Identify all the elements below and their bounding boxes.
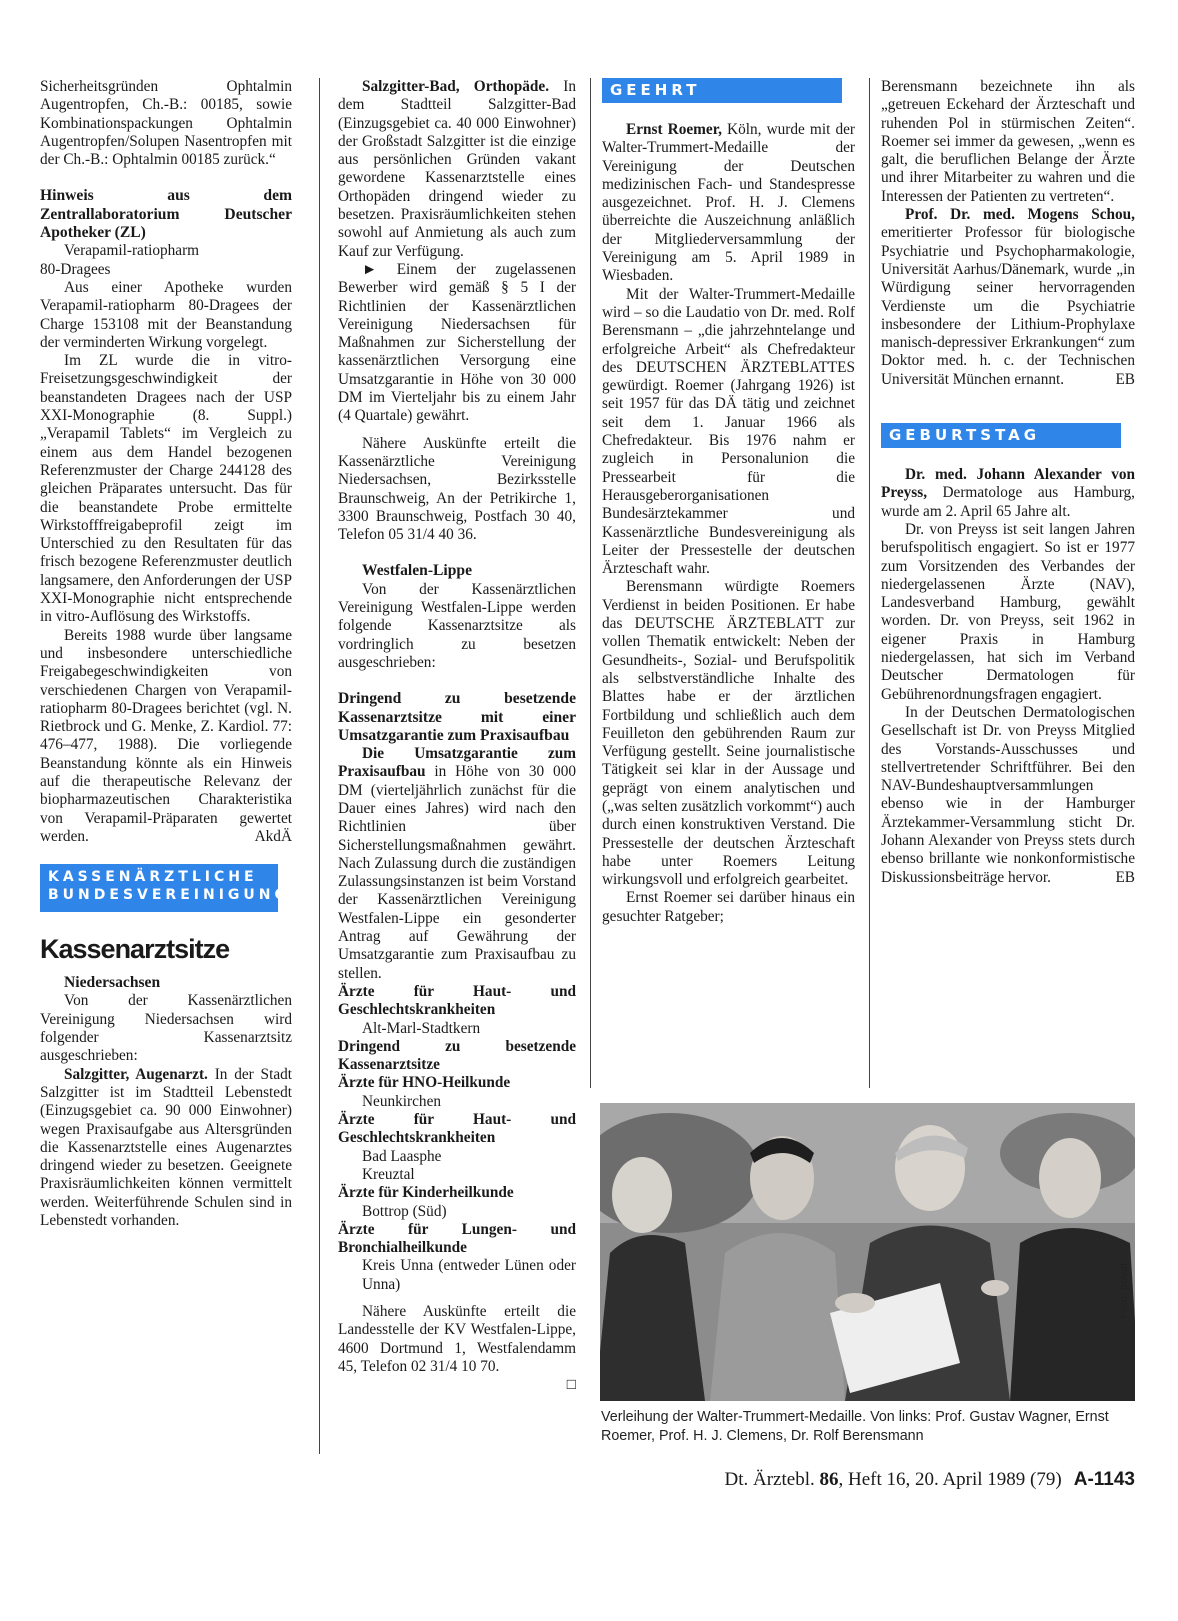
column-4 <box>881 78 1135 887</box>
column-rule <box>319 78 320 1454</box>
paragraph <box>40 1066 292 1231</box>
paragraph: Von der Kassenärztlichen Vereinigung Niedersachsen wird folgender Kassenarztsitz ausgeschrieben: <box>40 992 292 1065</box>
paragraph <box>881 466 1135 521</box>
paragraph: Aus einer Apotheke wurden Verapamil-ratiopharm 80-Dragees der Charge 153108 mit der Beanstandung der verminderten Wirkung vorgelegt. <box>40 278 292 351</box>
lead-in: Dr. med. Johann Alexander von Preyss, <box>881 466 1135 502</box>
paragraph: Im ZL wurde die in vitro-Freisetzungsgeschwindigkeit der beanstandeten Dragees nach der USP XXI-Monographie (8. Suppl.) „Verapamil Tablets“ im Vergleich zu einem aus dem Handel bezogenen Referenzmuster der Charge 244128 des gleichen Präparates untersucht. Das für die beanstandete Probe ermittelte Wirkstofffreigabeprofil zeigt im Unterschied zu den Resultaten für das frisch bezogene Referenzmuster deutlich langsamere, den Anforderungen der USP XXI-Monographie nicht entsprechende in vitro-Auflösung des Wirkstoffs. <box>40 352 292 626</box>
list-item: Kreuztal <box>362 1165 415 1183</box>
paragraph: Ernst Roemer sei darüber hinaus ein gesuchter Ratgeber; <box>602 889 855 925</box>
vacancy-list <box>338 983 576 1294</box>
paragraph-text: In der Stadt Salzgitter ist im Stadtteil Lebenstedt (Einzugsgebiet ca. 90 000 Einwohner) wegen Praxisaufgabe aus Altersgründen die Kassenarztstelle eines Augenarztes dringend wieder zu besetzen. Geeignete Praxisräumlichkeiten können vermittelt werden. Weiterführende Schulen sind in Lebenstedt vorhanden. <box>40 1065 293 1230</box>
column-rule <box>590 78 591 1088</box>
paragraph <box>338 745 576 983</box>
paragraph-text: In dem Stadtteil Salzgitter-Bad (Einzugsgebiet ca. 40 000 Einwohner) der Großstadt Salzgitter ist die einzige aus persönlichen Gründen vakant gewordene Kassenarztstelle eines Orthopäden dringend wieder zu besetzen. Praxisräumlichkeiten stehen sowohl auf Anmietung als auch zum Kauf zur Verfügung. <box>338 78 576 260</box>
subheading-niedersachsen: Niedersachsen <box>64 974 161 992</box>
paragraph: Berensmann würdigte Roemers Verdienst in beiden Positionen. Er habe das DEUTSCHE ÄRZTEBLATT zur vollen Thematik entwickelt: Neben der Gesundheits-, Sozial- und Berufspolitik als selbstverständliche Inhalte des Blattes habe er der ärztlichen Fortbildung und schließlich auch dem Feuilleton den gebührenden Raum zur Verfügung gestellt. Seine journalistische Tätigkeit sei klar in der Aussage und geprägt von einem analytischen und („was selten zusätzlich vorkommt“) auch durch einen konstruktiven Verstand. Die Pressestelle der deutschen Ärzteschaft habe unter Roemers Leitung wirkungsvoll und erfolgreich gearbeitet. <box>602 578 855 889</box>
award-photo <box>600 1103 1135 1401</box>
paragraph <box>338 78 576 261</box>
lead-in: Prof. Dr. med. Mogens Schou, <box>905 206 1135 224</box>
paragraph <box>40 627 292 847</box>
page-number: A-1143 <box>1073 1469 1135 1490</box>
signature: AkdÄ <box>254 827 292 845</box>
photo-illustration <box>600 1103 1135 1401</box>
page-footer <box>640 1468 1135 1492</box>
subheading-zl: Hinweis aus dem Zentrallaboratorium Deutscher Apotheker (ZL) <box>40 187 292 242</box>
list-item: Bad Laasphe <box>362 1147 442 1165</box>
paragraph-text: Bereits 1988 wurde über langsame und insbesondere unterschiedliche Freigabegeschwindigkeiten von verschiedenen Chargen von Verapamil-ratiopharm 80-Dragees berichtet (vgl. N. Rietbrock und G. Menke, Z. Kardiol. 77: 476–477, 1988). Die vorliegende Beanstandung könnte als ein Hinweis auf die therapeutische Relevanz der biopharmazeutischen Charakteristika von Verapamil-Präparaten gewertet werden. <box>40 626 292 845</box>
column-1 <box>40 78 292 1230</box>
list-item: Bottrop (Süd) <box>362 1202 447 1220</box>
column-2 <box>338 78 576 1394</box>
paragraph-text: In der Deutschen Dermatologischen Gesellschaft ist Dr. von Preyss Mitglied des Vorstands-Ausschusses und stellvertretender Schriftführer. Bei den NAV-Bundeshauptversammlungen ebenso wie in der Hamburger Ärztekammer-Versammlung sticht Dr. Johann Alexander von Preyss stets durch ebenso brillante wie nonkonformistische Diskussionsbeiträge hervor. <box>881 703 1135 886</box>
column-rule <box>869 78 870 1088</box>
end-mark: □ <box>566 1376 576 1394</box>
lead-in: Salzgitter-Bad, Orthopäde. <box>362 78 550 95</box>
paragraph-text: Dermatologe aus Hamburg, wurde am 2. April 65 Jahre alt. <box>881 484 1135 520</box>
list-heading: Ärzte für HNO-Heilkunde <box>338 1074 511 1092</box>
list-item: Kreis Unna (entweder Lünen oder Unna) <box>362 1257 576 1293</box>
banner-line: BUNDESVEREINIGUNG <box>48 887 290 904</box>
paragraph: Nähere Auskünfte erteilt die Kassenärztliche Vereinigung Niedersachsen, Bezirksstelle Braunschweig, An der Petrikirche 1, 3300 Braunschweig, Postfach 30 40, Telefon 05 31/4 40 36. <box>338 434 576 544</box>
lead-in: Ernst Roemer, <box>626 121 722 138</box>
section-banner-geehrt: GEEHRT <box>602 78 842 103</box>
paragraph-text: emeritierter Professor für biologische Psychiatrie und Psychopharmakologie, Universität Aarhus/Dänemark, wurde „in Würdigung seiner hervorragenden Verdienste um die Psychiatrie insbesondere der Lithium-Prophylaxe manisch-depressiver Erkrankungen“ zum Doktor med. h. c. der Technischen Universität München ernannt. <box>881 224 1135 388</box>
product-name-2: 80-Dragees <box>40 260 111 278</box>
photo-credit: Foto: privat <box>1118 1262 1130 1318</box>
paragraph: Dr. von Preyss ist seit langen Jahren berufspolitisch engagiert. So ist er 1977 zum Vorsitzenden des Verbandes der niedergelassenen Ärzte (NAV), Landesverband Hamburg, gewählt worden. Dr. von Preyss, seit 1962 in eigener Praxis in Hamburg niedergelassen, hat sich im Verband Deutscher Dermatologen für Gebührenordnungsfragen engagiert. <box>881 520 1135 703</box>
paragraph: Sicherheitsgründen Ophtalmin Augentropfen, Ch.-B.: 00185, sowie Kombinationspackungen Ophtalmin Augentropfen/Solupen Nasentropfen mit der Ch.-B.: Ophtalmin 00185 zurück.“ <box>40 78 292 169</box>
lead-in: Die Umsatzgarantie zum Praxisaufbau <box>338 745 576 781</box>
column-3 <box>602 78 855 926</box>
paragraph <box>881 704 1135 887</box>
list-item: Alt-Marl-Stadtkern <box>362 1019 481 1037</box>
signature: EB <box>1115 370 1135 388</box>
lead-in: Salzgitter, Augenarzt. <box>64 1065 208 1083</box>
journal-volume: 86 <box>819 1469 839 1490</box>
paragraph: Nähere Auskünfte erteilt die Landesstelle der KV Westfalen-Lippe, 4600 Dortmund 1, Westfalendamm 45, Telefon 02 31/4 10 70. <box>338 1303 576 1375</box>
list-item: Neunkirchen <box>362 1092 442 1110</box>
list-heading: Ärzte für Kinderheilkunde <box>338 1184 514 1202</box>
paragraph-text: in Höhe von 30 000 DM (vierteljährlich zunächst für die Dauer eines Jahres) wird nach den Richtlinien über Sicherstellungsmaßnahmen gewährt. Nach Zulassung durch die zuständigen Zulassungsinstanzen ist beim Vorstand der Kassenärztlichen Vereinigung Westfalen-Lippe ein gesonderter Antrag auf Gewährung der Umsatzgarantie zum Praxisaufbau zu stellen. <box>338 763 576 982</box>
list-heading: Dringend zu besetzende Kassenarztsitze <box>338 1037 576 1074</box>
list-heading: Ärzte für Haut- und Geschlechtskrankheiten <box>338 1111 576 1147</box>
journal-issue: , Heft 16, 20. April 1989 (79) <box>838 1469 1062 1490</box>
paragraph: ► Einem der zugelassenen Bewerber wird gemäß § 5 I der Richtlinien der Kassenärztlichen Vereinigung Niedersachsen für Maßnahmen zur Sicherstellung der kassenärztlichen Versorgung eine Umsatzgarantie in Höhe von 30 000 DM im Vierteljahr bis zu einem Jahr (4 Quartale) gewährt. <box>338 260 576 425</box>
subheading-dringend: Dringend zu besetzende Kassenarztsitze mit einer Umsatzgarantie zum Praxisaufbau <box>338 690 576 744</box>
paragraph: Von der Kassenärztlichen Vereinigung Westfalen-Lippe werden folgende Kassenarztsitze als vordringlich zu besetzen ausgeschrieben: <box>338 580 576 671</box>
section-banner-kbv <box>40 864 290 912</box>
list-heading: Ärzte für Haut- und Geschlechtskrankheiten <box>338 982 576 1019</box>
paragraph <box>881 206 1135 389</box>
paragraph-text: Köln, wurde mit der Walter-Trummert-Medaille der Vereinigung der Deutschen medizinischen Fach- und Standespresse ausgezeichnet. Prof. H. J. Clemens überreichte die Auszeichnung anläßlich der Mitgliederversammlung der Vereinigung am 5. April 1989 in Wiesbaden. <box>602 121 855 285</box>
paragraph: Mit der Walter-Trummert-Medaille wird – so die Laudatio von Dr. med. Rolf Berensmann – „die jahrzehntelange und erfolgreiche Arbeit“ als Chefredakteur des DEUTSCHEN ÄRZTEBLATTES gewürdigt. Roemer (Jahrgang 1926) ist seit 1957 für das DÄ tätig und zeichnet seit dem 1. Januar 1966 als Chefredakteur. Bis 1976 nahm er zugleich in Personalunion die Pressearbeit für die Herausgeberorganisationen Bundesärztekammer und Kassenärztliche Bundesvereinigung als Leiter der Pressestelle der deutschen Ärzteschaft wahr. <box>602 285 855 578</box>
banner-line: KASSENÄRZTLICHE <box>48 869 258 886</box>
list-heading: Ärzte für Lungen- und Bronchialheilkunde <box>338 1220 576 1257</box>
subheading-westfalen: Westfalen-Lippe <box>362 562 473 580</box>
product-name: Verapamil-ratiopharm <box>64 242 200 260</box>
signature: EB <box>1115 868 1135 886</box>
photo-caption: Verleihung der Walter-Trummert-Medaille. Von links: Prof. Gustav Wagner, Ernst Roemer, Prof. H. J. Clemens, Dr. Rolf Berensmann <box>601 1409 1109 1444</box>
journal-name: Dt. Ärztebl. <box>724 1469 815 1490</box>
section-title: Kassenarztsitze <box>40 934 230 965</box>
paragraph: Berensmann bezeichnete ihn als „getreuen Eckehard der Ärzteschaft und ruhenden Pol in stürmischen Zeiten“. Roemer sei immer da gewesen, „wenn es galt, die beruflichen Belange der Ärzte und ihrer Mitarbeiter zu wahren und die Interessen der Patienten zu vertreten“. <box>881 78 1135 205</box>
section-banner-geburtstag: GEBURTSTAG <box>881 423 1121 448</box>
paragraph <box>602 121 855 286</box>
